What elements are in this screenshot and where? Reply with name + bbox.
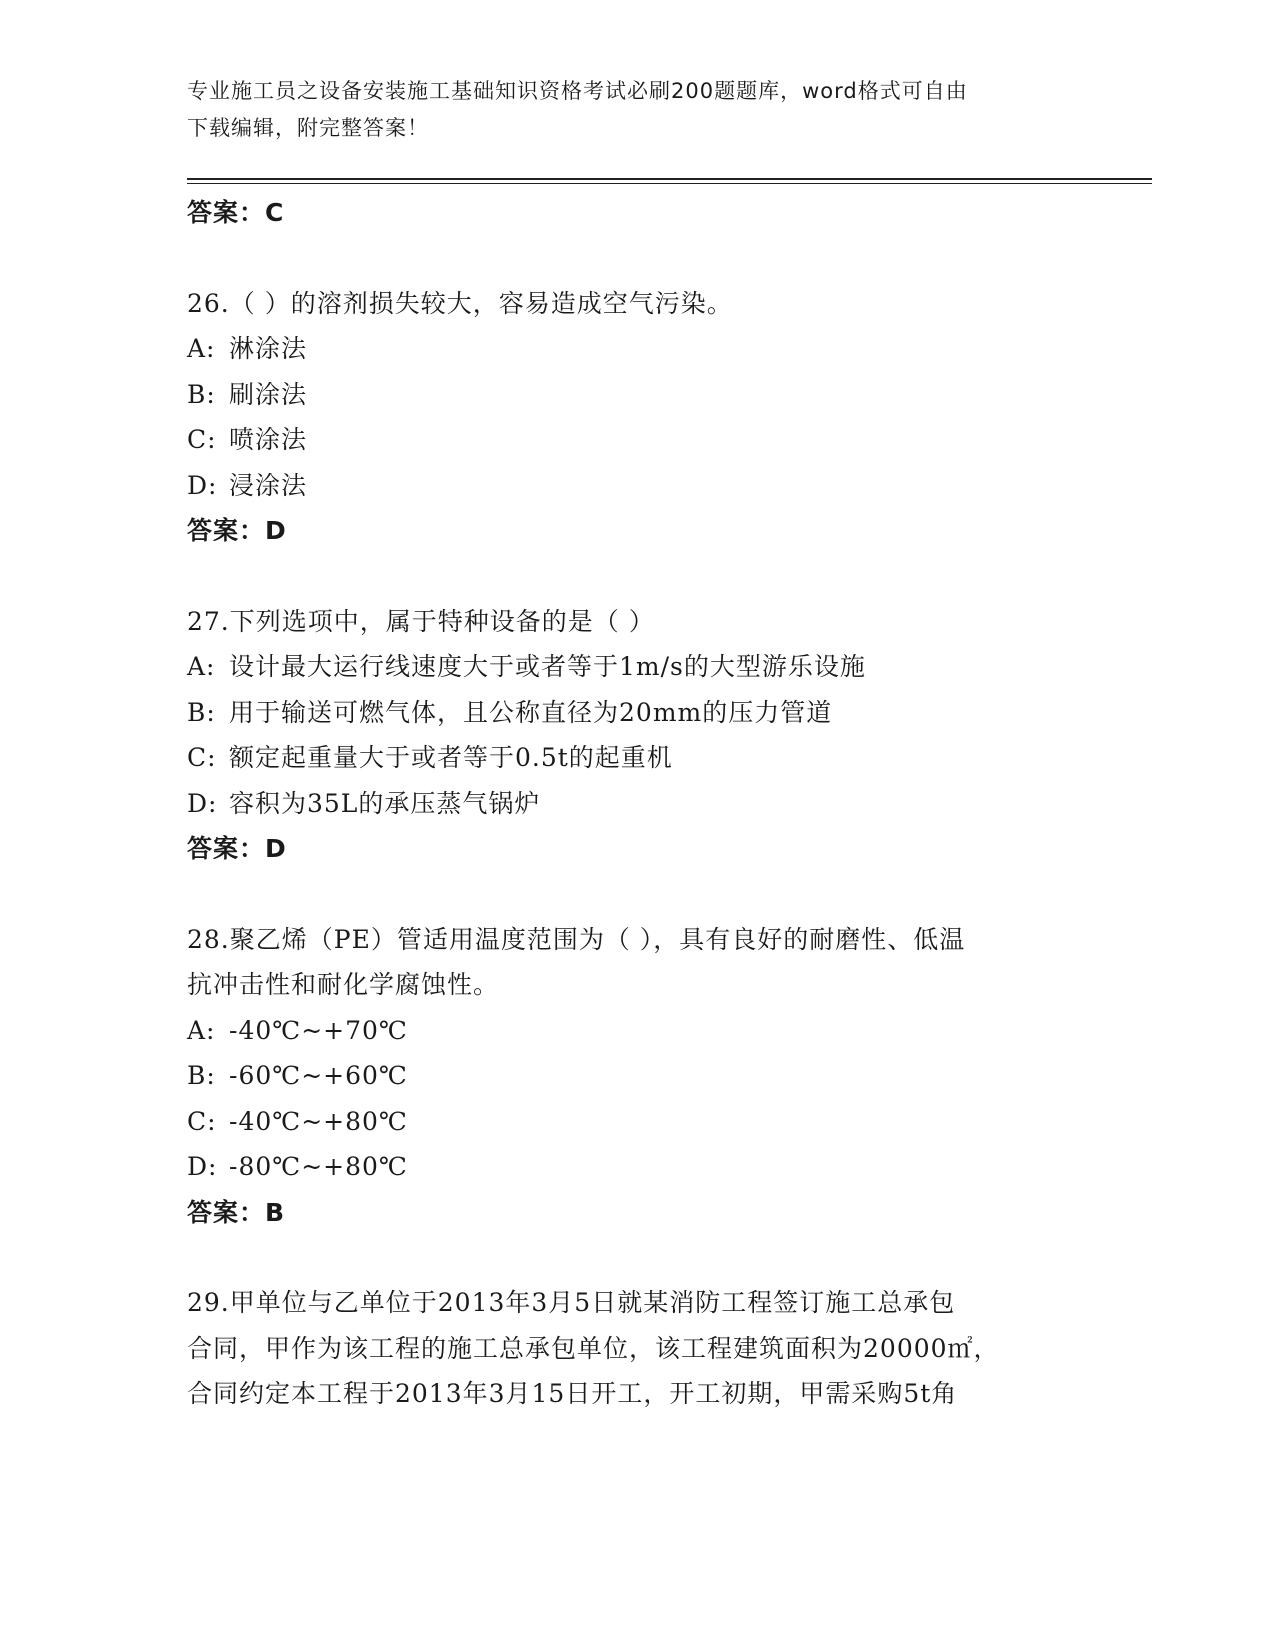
option-d: [187, 781, 1067, 827]
option-letter: B:: [187, 697, 216, 727]
option-text: 浸涂法: [229, 470, 308, 500]
header-line-1: 专业施工员之设备安装施工基础知识资格考试必刷200题题库，word格式可自由: [187, 79, 968, 103]
option-a: [187, 644, 1067, 690]
option-letter: C:: [187, 425, 217, 454]
option-text: 刷涂法: [229, 379, 308, 409]
question-text-line-2: 抗冲击性和耐化学腐蚀性。: [187, 970, 500, 999]
answer-25: 答案：C: [187, 198, 285, 227]
question-text-line-1: 28.聚乙烯（PE）管适用温度范围为（ ），具有良好的耐磨性、低温: [187, 924, 966, 954]
spacer: [187, 872, 1067, 917]
option-c: [187, 1099, 1067, 1145]
option-text: 设计最大运行线速度大于或者等于1m/s的大型游乐设施: [229, 652, 866, 681]
option-letter: A:: [187, 652, 216, 681]
option-letter: B:: [187, 379, 216, 409]
option-b: [187, 372, 1067, 418]
option-letter: D:: [187, 788, 218, 818]
option-d: [187, 463, 1067, 509]
page-header: [187, 73, 1087, 147]
spacer: [187, 1235, 1067, 1280]
option-letter: B:: [187, 1061, 216, 1090]
option-b: [187, 690, 1067, 736]
answer-27: 答案：D: [187, 834, 287, 863]
question-text-line-2: 合同，甲作为该工程的施工总承包单位，该工程建筑面积为20000㎡，: [187, 1333, 1000, 1363]
header-rule-thick: [187, 178, 1152, 180]
option-text: -60℃~+60℃: [229, 1061, 408, 1090]
answer-28: 答案：B: [187, 1197, 286, 1227]
question-text: 26.（ ）的溶剂损失较大，容易造成空气污染。: [187, 288, 733, 318]
spacer: [187, 554, 1067, 599]
option-text: -40℃~+70℃: [229, 1015, 408, 1045]
header-line-2: 下载编辑，附完整答案！: [187, 116, 429, 140]
question-text-line-3: 合同约定本工程于2013年3月15日开工，开工初期，甲需采购5t角: [187, 1379, 958, 1408]
question-text: 27.下列选项中，属于特种设备的是（ ）: [187, 606, 655, 636]
option-letter: D:: [187, 1152, 218, 1181]
question-29: [187, 1280, 1067, 1417]
option-a: [187, 1008, 1067, 1054]
option-d: [187, 1144, 1067, 1190]
option-letter: A:: [187, 1015, 216, 1045]
option-b: [187, 1053, 1067, 1099]
option-text: 容积为35L的承压蒸气锅炉: [229, 788, 541, 818]
header-rule-thin: [187, 183, 1152, 184]
option-letter: C:: [187, 1106, 217, 1136]
option-letter: D:: [187, 470, 218, 500]
option-text: 额定起重量大于或者等于0.5t的起重机: [229, 743, 673, 772]
option-c: [187, 735, 1067, 781]
option-text: 喷涂法: [229, 425, 308, 454]
option-text: 淋涂法: [229, 334, 308, 363]
option-text: -40℃~+80℃: [229, 1106, 408, 1136]
question-28: [187, 917, 1067, 1236]
question-text-line-1: 29.甲单位与乙单位于2013年3月5日就某消防工程签订施工总承包: [187, 1288, 956, 1317]
spacer: [187, 236, 1067, 281]
option-text: -80℃~+80℃: [229, 1152, 408, 1181]
option-a: [187, 326, 1067, 372]
option-letter: A:: [187, 334, 216, 363]
option-text: 用于输送可燃气体，且公称直径为20mm的压力管道: [229, 697, 833, 727]
question-27: [187, 599, 1067, 872]
option-c: [187, 417, 1067, 463]
option-letter: C:: [187, 743, 217, 772]
answer-26: 答案：D: [187, 516, 287, 545]
document-body: [187, 190, 1067, 1417]
question-26: [187, 281, 1067, 554]
